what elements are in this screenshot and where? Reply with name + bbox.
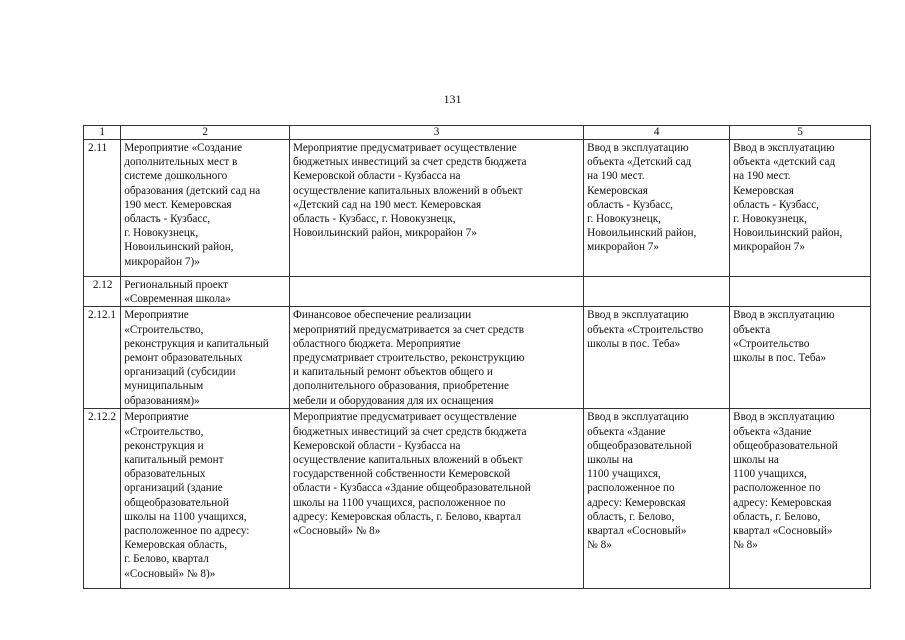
table-row — [84, 277, 871, 307]
result-cell: Ввод в эксплуатацию объекта «Здание общеобразовательной школы на 1100 учащихся, расположенное по адресу: Кемеровская область, г. Белово, квартал «Сосновый» № 8» — [584, 409, 730, 589]
result-cell: Ввод в эксплуатацию объекта «Строительство школы в пос. Теба» — [584, 307, 730, 409]
event-cell: Мероприятие «Создание дополнительных мест в системе дошкольного образования (детский сад на 190 мест. Кемеровская область - Кузбасс, г. Новокузнецк, Новоильинский район, микрорайон 7)» — [121, 140, 290, 277]
description-cell: Финансовое обеспечение реализации мероприятий предусматривается за счет средств областного бюджета. Мероприятие предусматривает строительство, реконструкцию и капитальный ремонт объектов общего и дополнительного образования, приобретение мебели и оборудования для их оснащения — [290, 307, 584, 409]
description-cell: Мероприятие предусматривает осуществление бюджетных инвестиций за счет средств бюджета Кемеровской области - Кузбасса на осуществление капитальных вложений в объект государственной собственности Кемеровской области - Кузбасса «Здание общеобразовательной школы на 1100 учащихся, расположенное по адресу: Кемеровская область, г. Белово, квартал «Сосновый» № 8» — [290, 409, 584, 589]
measures-table — [83, 125, 871, 589]
description-cell — [290, 277, 584, 307]
column-header-5: 5 — [730, 126, 871, 140]
page-number: 131 — [443, 92, 462, 106]
indicator-cell: Ввод в эксплуатацию объекта «Здание общеобразовательной школы на 1100 учащихся, расположенное по адресу: Кемеровская область, г. Белово, квартал «Сосновый» № 8» — [730, 409, 871, 589]
result-cell — [584, 277, 730, 307]
table-row — [84, 307, 871, 409]
column-header-2: 2 — [121, 126, 290, 140]
event-cell: Мероприятие «Строительство, реконструкция и капитальный ремонт образовательных организаций (здание общеобразовательной школы на 1100 учащихся, расположенное по адресу: Кемеровская область, г. Белово, квартал «Сосновый» № 8)» — [121, 409, 290, 589]
header-row — [84, 126, 871, 140]
table-row — [84, 409, 871, 589]
indicator-cell: Ввод в эксплуатацию объекта «Строительство школы в пос. Теба» — [730, 307, 871, 409]
row-number: 2.11 — [84, 140, 121, 277]
indicator-cell — [730, 277, 871, 307]
column-header-1: 1 — [84, 126, 121, 140]
event-cell: Региональный проект «Современная школа» — [121, 277, 290, 307]
row-number: 2.12.2 — [84, 409, 121, 589]
row-number: 2.12.1 — [84, 307, 121, 409]
row-number: 2.12 — [84, 277, 121, 307]
column-header-4: 4 — [584, 126, 730, 140]
result-cell: Ввод в эксплуатацию объекта «Детский сад на 190 мест. Кемеровская область - Кузбасс, г. Новокузнецк, Новоильинский район, микрорайон 7» — [584, 140, 730, 277]
column-header-3: 3 — [290, 126, 584, 140]
table-row — [84, 140, 871, 277]
indicator-cell: Ввод в эксплуатацию объекта «детский сад на 190 мест. Кемеровская область - Кузбасс, г. Новокузнецк, Новоильинский район, микрорайон 7» — [730, 140, 871, 277]
description-cell: Мероприятие предусматривает осуществление бюджетных инвестиций за счет средств бюджета Кемеровской области - Кузбасса на осуществление капитальных вложений в объект «Детский сад на 190 мест. Кемеровская область - Кузбасс, г. Новокузнецк, Новоильинский район, микрорайон 7» — [290, 140, 584, 277]
event-cell: Мероприятие «Строительство, реконструкция и капитальный ремонт образовательных организаций (субсидии муниципальным образованиям)» — [121, 307, 290, 409]
